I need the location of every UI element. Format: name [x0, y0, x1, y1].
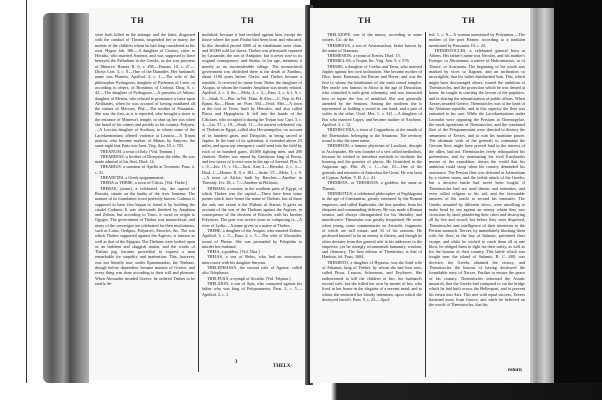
scan-background-dark — [554, 0, 602, 400]
left-page-column-2 — [202, 32, 302, 297]
entry-thelxion: THELXION, a son of Apis, who conspired against his father who was king of Peloponnesus. Paus. 2, c. 5.—Apollod. 2, c. 1. — [202, 280, 302, 297]
right-page — [310, 8, 530, 383]
entry-themisto: THEMISTO, a daughter of Hypseus, was the third wife of Athamas, king of Thebes, by whom she had four sons, called Ptous, Leucon, Schoeneus, and Erythroes. She endeavoured to kill the children of Ino, her husband's second wife, but she killed her own by means of Ino, who lived in her house in the disguise of a servant maid, and to whom she entrusted her bloody intentions, upon which she destroyed herself. Paus. 9, c. 23.—Apol- — [322, 259, 422, 302]
entry-themistocles: THEMISTOCLES, a celebrated general born at Athens. His father's name was Neocles, and his mother's Euterpe, or Abrotonum, a native of Halicarnassus, or of Thrace, or Acarnania. The beginning of his youth was marked by vices so flagrant, and an inclination so incorrigible, that his father disinherited him. This, which might have discouraged others, roused the ambition of Themistocles, and the protection which he was denied at home, he sought in courting the favour of the populace, and in sharing the administration of public affairs. When Xerxes invaded Greece, Themistocles was at the head of the Athenian republic, and in this capacity the fleet was entrusted to his care. While the Lacedaemonians under Leonidas were opposing the Persians at Thermopylae, the naval operations of Themistocles, and the combined fleet of the Peloponnesians were directed to destroy the armament of Xerxes, and to ruin his maritime power. The obstinate wish of the generals to command the Grecian fleet, might have proved fatal to the interest of the allies, had not Themistocles freely relinquished his pretensions, and by nominating his rival Eurybiades master of the expedition, shewn the world that his ambition could stoop when his country demanded his assistance. The Persian fleet was defeated at Artemisium by a violent storm, and the feeble attack of the Greeks; but a decisive battle had never been fought, if Themistocles had not used threats and entreaties, and even called religion to his aid, and the favourable answers of the oracle to second his measures. The Greeks actuated by different views, were unwilling to make head by sea against an enemy whom they saw victorious by land, plundering their cities and destroying all by fire and sword; but before they were dispersed, Themistocles sent intelligence of their intentions to the Persian monarch. Xerxes, by immediately blocking them with his fleet, in the bay of Salamis, prevented their escape, and while he wished to crush them all at one blow, he obliged them to fight for their safety, as well as for the honour of their country. This battle which was fought near the island of Salamis, B. C. 480, was decisive, the Greeks obtained the victory, and Themistocles the honour of having destroyed the formidable navy of Xerxes. Further to ensure the peace of his country, Themistocles informed the Asiatic monarch, that the Greeks had conspired to cut the bridge which he had built across the Hellespont, and to prevent his return into Asia. This met with equal success, Xerxes hastened away from Greece, and while he believed on the words of Themistocles, that his — [429, 47, 525, 308]
entry-themistius: THEMISTIUS, a celebrated philosopher of Paphlagonia in the age of Constantius, greatly esteemed by the Roman emperors, and called Euphrades, the fine speaker, from his eloquent and commanding delivery. He was made a Roman senator, and always distinguished for his liberality and munificence. Themistius was greatly frequented. He wrote when young, some commentaries on Aristotle, fragments of which are still extant, and 33 of his orations. He professed himself to be an enemy to flattery, and though he often deviates from this general rule in his addresses to the emperors, yet he strongly recommends humanity, wisdom, and clemency. The best edition of Themistius, is that of Harduin, fol. Paris, 1684. — [322, 190, 422, 260]
book-fore-edge-left — [43, 13, 89, 383]
signature-mark: 3 — [235, 360, 238, 365]
entry-text: lod. 1, c. 9.—A woman mentioned by Polyaenus.—The mother of the poet Homer, according to a tradition mentioned by Pausanias 10, c. 24. — [429, 32, 525, 48]
catchword: THELX- — [273, 364, 293, 369]
entry-theanum: THEANUM, a town of Italy. [Vid. Teanum.] — [100, 148, 175, 154]
running-head-left-col1: TH — [131, 16, 145, 25]
entry-theatetes: THEATETES, a Greek epigrammatist. — [100, 175, 165, 181]
entry-thebae: THEBAE, (arum), a celebrated city, the capital of Boeotia, situate on the banks of the river Ismenus. The manner of its foundation is not perfectly known. Cadmus is supposed to have first begun to found it by building the citadel Cadmea. It was afterwards finished by Amphion and Zethus, but according to Varro, it owed its origin to Ogyges. The government of Thebes was monarchical, and many of the sovereigns are celebrated for their misfortunes, such as Laius, Oedipus, Polynices, Eteocles, &c. The war which Thebes supported against the Argives, is famous as well as that of the Epigoni. The Thebans were looked upon as an indolent and sluggish nation, and the words of Theban pig, became proverbial to express a man remarkable for stupidity and inattention. This, however, was not literally true; under Epaminondas, the Thebans, though before dependent, became masters of Greece, and every thing was done according to their will and pleasure. When Alexander invaded Greece, he ordered Thebes to be totally de- — [95, 185, 195, 286]
entry-themis: THEMIS, a daughter of Coelus and Terra, who married Jupiter against her own inclination. She became mother of Dice, Irene, Eunomia, the Parcae and Horae; and was the first to whom the inhabitants of the earth raised temples. Her oracle was famous in Attica in the age of Deucalion, who consulted it with great solemnity, and was instructed how to repair the loss of mankind. She was generally attended by the Seasons. Among the moderns she is represented as holding a sword in one hand, and a pair of scales in the other. Ovid. Met. 1, v. 321.—A daughter of Ilus who married Capys, and became mother of Anchises. Apollod. 3, c. 12. — [322, 63, 422, 128]
entry-thelxiope: THELXIOPE, one of the muses, according to some writers. Cic. de fin. — [322, 32, 422, 43]
left-page — [89, 8, 307, 380]
entry-thearidas: THEARIDAS, a brother of Dionysius the elder. He was made admiral of his fleet. Diod. 14. — [95, 153, 195, 165]
entry-themison: THEMISON, a famous physician of Laodicea, disciple to Asclepiades. He was founder of a sect called methodists, because he wished to introduce methods to facilitate the learning and the practice of physic. He flourished in the Augustan age. Plin. 29, c. 1.—Juv. 10.—One of the generals and ministers of Antiochus the Great. He was born at Cyprus. Aelian. V. H. 2, c. 41. — [322, 143, 422, 181]
entry-themenus: THEMENUS, a son of Aristomachus, better known by the name of Temenus. — [322, 42, 422, 53]
book-fore-edge-right — [528, 8, 556, 383]
right-page-column-1 — [322, 32, 422, 302]
running-head-right-col2: TH — [462, 16, 476, 25]
column-divider — [198, 32, 199, 372]
entry-theias: THEIAS, a son of Belus, who had an incestuous intercourse with his daughter Smyrna. — [202, 254, 302, 265]
left-page-column-1 — [95, 32, 195, 286]
entry-text: were both killed in the attempt, and the latter, disgusted with the conduct of Theano, suspended her or marry the mother of the children whom he had long considered as his own. Hygin. fab. 186.—A daughter of Cisseus, sister to Hecuba, who married Antenor, and was supposed to have betrayed the Palladium to the Greeks, as she was priestess of Minerva. Homer. Il. 6, v. 298.—Pausan. 10, c. 27.—Dictys Cret. 5, c. 8.—One of the Danaides. Her husband's name was Phantes. Apollod. 2, c. 1.—The wife of the philosopher Pythagoras, daughter of Pythonax of Crete, or according to others, of Brontinus of Crotona. Diog. 8, c. 42.—The daughter of Pythagoras.—A priestess of Athens, daughter of Menon, who refused to pronounce a curse upon Alcibiades, when he was accused of having mutilated all the statues of Mercury. Plut.—The mother of Pausanias. She was the first, as it is reported, who brought a stone to the entrance of Minerva's temple, to shut up her son when she heard of his crimes and perfidy to his country. Polyaen.—A Locrian daughter of Scedasis, to whom some of the Lacedaemonians offered violence at Leuctra.—A Trojan matron, who became mother of Mimas by Amycus, the same night that Paris was born. Virg. Aen. 10, v. 703. — [95, 32, 196, 149]
entry-themesion: THEMESION, a tyrant of Eretria. Diod. 15. — [327, 53, 401, 59]
catchword: return — [508, 368, 522, 373]
running-head-left-col2: TH — [241, 16, 255, 25]
entry-thebais: THEBAIS, a country in the southern parts of Egypt, of which Thebes was the capital.—There have been some poems which have borne the name of Thebais, but of these the only one extant is the Thebais of Statius. It gives an account of the war of the Thebans against the Argives, in consequence of the division of Eteocles with his brother Polynices. The poet was twelve years in composing it.—A river of Lydia.—A name given to a native of Thebes. — [202, 185, 302, 228]
scan-bottom-shadow — [0, 383, 602, 400]
entry-theia: THEIA, a goddess. [Vid. Thia.] — [207, 249, 260, 255]
entry-thelpusa: THELPUSA, a nymph of Arcadia. [Vid. Telpusa.] — [207, 275, 291, 281]
entry-theba: THEBA or THEBE, a town of Cilicia. [Vid. Thebe.] — [100, 180, 188, 186]
entry-themista: THEMISTA, or THEMISTIS, a goddess, the same as Themis. — [322, 180, 422, 191]
entry-themillas: THEMILLAS, a Trojan, &c. Virg. Aen. 9, v. 576. — [327, 58, 410, 64]
right-page-column-2 — [429, 32, 525, 307]
entry-thearius: THEARIUS, a surname of Apollo at Troezene. Paus. 2, c. 31. — [95, 164, 195, 175]
entry-thelephassa: THELEPHASSA, the second wife of Agenor, called also Telephassa. — [202, 265, 302, 276]
entry-thebe: THEBE, a daughter of the Asopus, who married Zethus. Apollod. 3, c. 5.—Paus. 2, c. 5.—The wife of Alexander, tyrant of Pherae. She was persuaded by Pelopidas to murder her husband. — [202, 227, 302, 249]
entry-text: molished, because it had revolted against him, except the house where the poet Pindar had been born and educated. In this dreadful period 6000 of its inhabitants were slain, and 30,000 sold for slaves. Thebes was afterwards repaired by Cassander, the son of Antipater, but it never rose to its original consequence, and Strabo, in his age, mentions it merely as an inconsiderable village. The monarchical government was abolished there at the death of Xanthus, about 1190 years before Christ, and Thebes became a republic. It received its name from Thebe the daughter of Asopus, to whom the founder Amphion was nearly related. Apollod. 2, c. 4, &c.—Mela, 2, c. 3.—Paus. 2, c. 6, l. 9, c. 5.—Strab. 9.—Plut. in Pel. Flam. & Alex.—C. Nep. in Pel. Epam. &c.—Horat. art. Poet. 394.—Ovid. Met.—A town at the foot of Troas, built by Hercules, and also called Placia and Hypoplacia. It fell into the hands of the Cilicians, who occupied it during the Trojan war. Curt. 3, c. 4.—Liv. 37, c. 19.—Strab. 11.—An ancient celebrated city of Thebais in Egypt, called also Hecatompylos, on account of its hundred gates, and Diospolis, as being sacred to Jupiter. In the time of its splendour, it extended above 23 miles, and upon any emergency could send into the field by each of its hundred gates, 20,000 fighting men, and 200 chariots. Thebes was ruined by Cambyses king of Persia, and few traces of it were seen in the age of Juvenal. Plin. 5, c. 9.—Juv. 15, v. 16.—Tacit. Ann. 2.—Herodot. 2, c. 3.—Diod. 1.—Homer. Il. 9, v. 381.—Strab. 17.—Mela, 1, c. 9.—A town of Africa, built by Bacchus.—Another in Thessaly. Liv. 28, c. 7.—Another in Phthiotis. — [202, 32, 302, 186]
running-head-right-col1: TH — [358, 16, 372, 25]
column-divider — [425, 32, 426, 377]
scan-top-shadow — [310, 0, 560, 8]
scan-border-line — [26, 0, 27, 400]
entry-themiscyra: THEMISCYRA, a town of Cappadocia, at the mouth of the Thermodon, belonging to the Amazons. The territory round is also the same name. — [322, 127, 422, 143]
